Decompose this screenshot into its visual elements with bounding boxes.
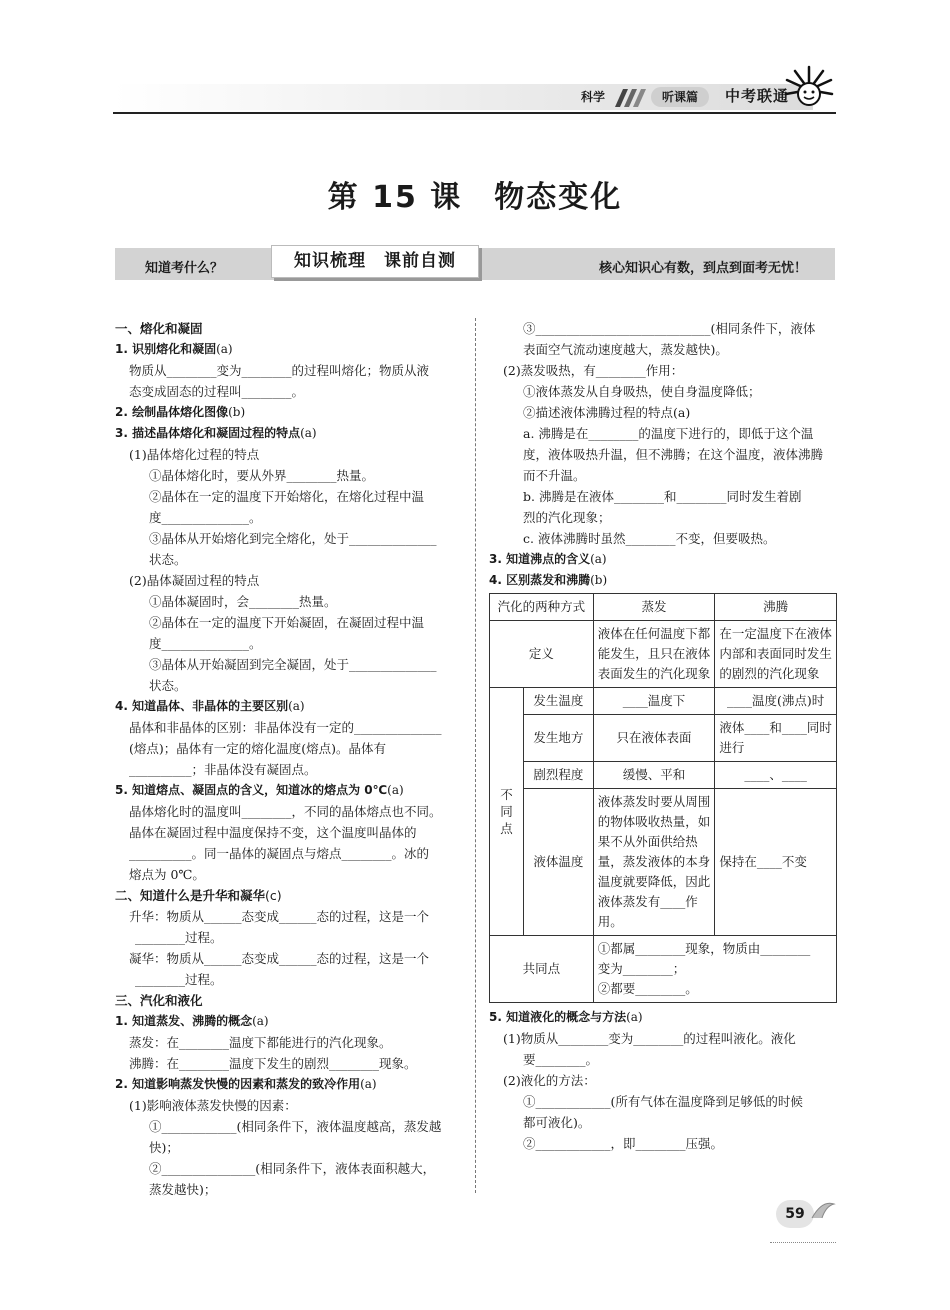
text-line: 度，液体吸热升温，但不沸腾；在这个温度，液体沸腾 — [523, 447, 824, 462]
text-line: ②____________，即________压强。 — [523, 1136, 724, 1151]
text-line: 蒸发越快)； — [149, 1182, 217, 1197]
text-line: ①液体蒸发从自身吸热，使自身温度降低； — [523, 384, 761, 399]
row-label: 发生温度 — [523, 688, 593, 715]
header-rule — [113, 112, 836, 114]
row-label: 共同点 — [490, 936, 594, 1003]
text-line: ①晶体凝固时，会________热量。 — [149, 594, 337, 609]
table-cell: 液体____和____同时进行 — [715, 715, 837, 762]
text-line: (1)晶体熔化过程的特点 — [129, 447, 260, 462]
table-row — [490, 789, 837, 936]
text-line: ②晶体在一定的温度下开始凝固，在凝固过程中温 — [149, 615, 425, 630]
swoosh-icon — [808, 1196, 838, 1224]
subsection-heading: 4. 区别蒸发和沸腾(b) — [489, 573, 608, 587]
text-line: 状态。 — [149, 552, 187, 567]
table-row — [490, 715, 837, 762]
text-line: 快)； — [149, 1140, 179, 1155]
subsection-heading: 5. 知道熔点、凝固点的含义，知道冰的熔点为 0℃(a) — [115, 783, 404, 797]
subsection-heading: 1. 知道蒸发、沸腾的概念(a) — [115, 1014, 269, 1028]
text-line: 熔点为 0℃。 — [129, 867, 205, 882]
text-line: 烈的汽化现象； — [523, 510, 611, 525]
text-line: 度______________。 — [149, 510, 262, 525]
row-label: 液体温度 — [523, 789, 593, 936]
table-header-row — [490, 594, 837, 621]
text-line: ________过程。 — [135, 930, 223, 945]
right-column — [489, 318, 837, 1154]
header-brand: 中考联通 — [725, 87, 790, 105]
row-group-label: 不同点 — [490, 688, 524, 936]
text-line: c. 液体沸腾时虽然________不变，但要吸热。 — [523, 531, 776, 546]
text-line: __________；非晶体没有凝固点。 — [129, 762, 317, 777]
subsection-heading: 2. 绘制晶体熔化图像(b) — [115, 405, 246, 419]
text-line: 态变成固态的过程叫________。 — [129, 384, 305, 399]
banner-left-text: 知道考什么？ — [145, 261, 224, 276]
section-heading: 三、汽化和液化 — [115, 993, 203, 1008]
text-line: 物质从________变为________的过程叫熔化；物质从液 — [129, 363, 430, 378]
table-cell: ____、____ — [715, 762, 837, 789]
row-label: 剧烈程度 — [523, 762, 593, 789]
subsection-heading: 3. 知道沸点的含义(a) — [489, 552, 607, 566]
subsection-heading: 2. 知道影响蒸发快慢的因素和蒸发的致冷作用(a) — [115, 1077, 377, 1091]
stripes-icon — [615, 89, 649, 107]
text-line: 蒸发：在________温度下都能进行的汽化现象。 — [129, 1035, 392, 1050]
column-divider — [475, 318, 476, 1193]
text-line: 晶体在凝固过程中温度保持不变，这个温度叫晶体的 — [129, 825, 417, 840]
text-line: ②_______________(相同条件下，液体表面积越大， — [149, 1161, 436, 1176]
section-banner — [115, 248, 835, 280]
text-line: (2)液化的方法： — [503, 1073, 596, 1088]
left-column — [115, 318, 463, 1200]
text-line: b. 沸腾是在液体________和________同时发生着剧 — [523, 489, 802, 504]
text-line: 表面空气流动速度越大，蒸发越快)。 — [523, 342, 728, 357]
table-header-cell: 蒸发 — [593, 594, 715, 621]
text-line: (1)物质从________变为________的过程叫液化。液化 — [503, 1031, 796, 1046]
text-line: (1)影响液体蒸发快慢的因素： — [129, 1098, 297, 1113]
table-cell: ____温度(沸点)时 — [715, 688, 837, 715]
section-heading: 一、熔化和凝固 — [115, 321, 203, 336]
banner-right-text: 核心知识心有数，到点到面考无忧！ — [598, 261, 807, 276]
table-cell: ____温度下 — [593, 688, 715, 715]
table-cell: 缓慢、平和 — [593, 762, 715, 789]
table-cell — [593, 936, 836, 1003]
text-line: 晶体熔化时的温度叫________，不同的晶体熔点也不同。 — [129, 804, 442, 819]
sun-logo-icon — [783, 64, 835, 114]
text-line: (熔点)；晶体有一定的熔化温度(熔点)。晶体有 — [129, 741, 387, 756]
subsection-heading: 5. 知道液化的概念与方法(a) — [489, 1010, 643, 1024]
table-cell: 保持在____不变 — [715, 789, 837, 936]
text-line: a. 沸腾是在________的温度下进行的，即低于这个温 — [523, 426, 814, 441]
text-line: 都可液化)。 — [523, 1115, 591, 1130]
text-line: (2)晶体凝固过程的特点 — [129, 573, 260, 588]
table-header-cell: 汽化的两种方式 — [490, 594, 594, 621]
table-cell: 在一定温度下在液体内部和表面同时发生的剧烈的汽化现象 — [715, 621, 837, 688]
text-line: ①____________(所有气体在温度降到足够低的时候 — [523, 1094, 803, 1109]
table-cell: 只在液体表面 — [593, 715, 715, 762]
text-line: ②描述液体沸腾过程的特点(a) — [523, 405, 691, 420]
text-line: 要________。 — [523, 1052, 599, 1067]
table-cell: 液体蒸发时要从周围的物体吸收热量，如果不从外面供给热量，蒸发液体的本身温度就要降低，因此液体蒸发有____作用。 — [593, 789, 715, 936]
common-line: 变为________； — [597, 961, 686, 976]
table-row — [490, 621, 837, 688]
text-line: ________过程。 — [135, 972, 223, 987]
table-row — [490, 936, 837, 1003]
text-line: __________。同一晶体的凝固点与熔点________。冰的 — [129, 846, 430, 861]
subsection-heading: 1. 识别熔化和凝固(a) — [115, 342, 233, 356]
header-section: 听课篇 — [651, 87, 709, 107]
text-line: ②晶体在一定的温度下开始熔化，在熔化过程中温 — [149, 489, 425, 504]
text-line: ③晶体从开始凝固到完全凝固，处于______________ — [149, 657, 437, 672]
subsection-heading: 3. 描述晶体熔化和凝固过程的特点(a) — [115, 426, 317, 440]
text-line: 升华：物质从______态变成______态的过程，这是一个 — [129, 909, 430, 924]
comparison-table — [489, 593, 837, 1003]
table-header-cell: 沸腾 — [715, 594, 837, 621]
text-line: 沸腾：在________温度下发生的剧烈________现象。 — [129, 1056, 417, 1071]
page-header — [113, 60, 836, 116]
text-line: 度______________。 — [149, 636, 262, 651]
text-line: 而不升温。 — [523, 468, 586, 483]
text-line: ③晶体从开始熔化到完全熔化，处于______________ — [149, 531, 437, 546]
subsection-heading: 4. 知道晶体、非晶体的主要区别(a) — [115, 699, 305, 713]
text-line: (2)蒸发吸热，有________作用： — [503, 363, 684, 378]
text-line: 晶体和非晶体的区别：非晶体没有一定的______________ — [129, 720, 442, 735]
text-line: 状态。 — [149, 678, 187, 693]
header-subject: 科学 — [581, 90, 606, 104]
page-number: 59 — [776, 1200, 814, 1228]
row-label: 发生地方 — [523, 715, 593, 762]
row-label: 定义 — [490, 621, 594, 688]
text-line: ①____________(相同条件下，液体温度越高，蒸发越 — [149, 1119, 442, 1134]
text-line: ③____________________________(相同条件下，液体 — [523, 321, 816, 336]
page-rule — [770, 1242, 836, 1243]
text-line: 凝华：物质从______态变成______态的过程，这是一个 — [129, 951, 430, 966]
common-line: ①都属________现象，物质由________ — [597, 941, 811, 956]
banner-center-title: 知识梳理 课前自测 — [271, 245, 479, 278]
table-row — [490, 688, 837, 715]
section-heading: 二、知道什么是升华和凝华(c) — [115, 888, 282, 903]
table-row — [490, 762, 837, 789]
table-cell: 液体在任何温度下都能发生，且只在液体表面发生的汽化现象 — [593, 621, 715, 688]
text-line: ①晶体熔化时，要从外界________热量。 — [149, 468, 375, 483]
common-line: ②都要________。 — [597, 981, 698, 996]
lesson-title: 第 15 课 物态变化 — [327, 180, 623, 215]
